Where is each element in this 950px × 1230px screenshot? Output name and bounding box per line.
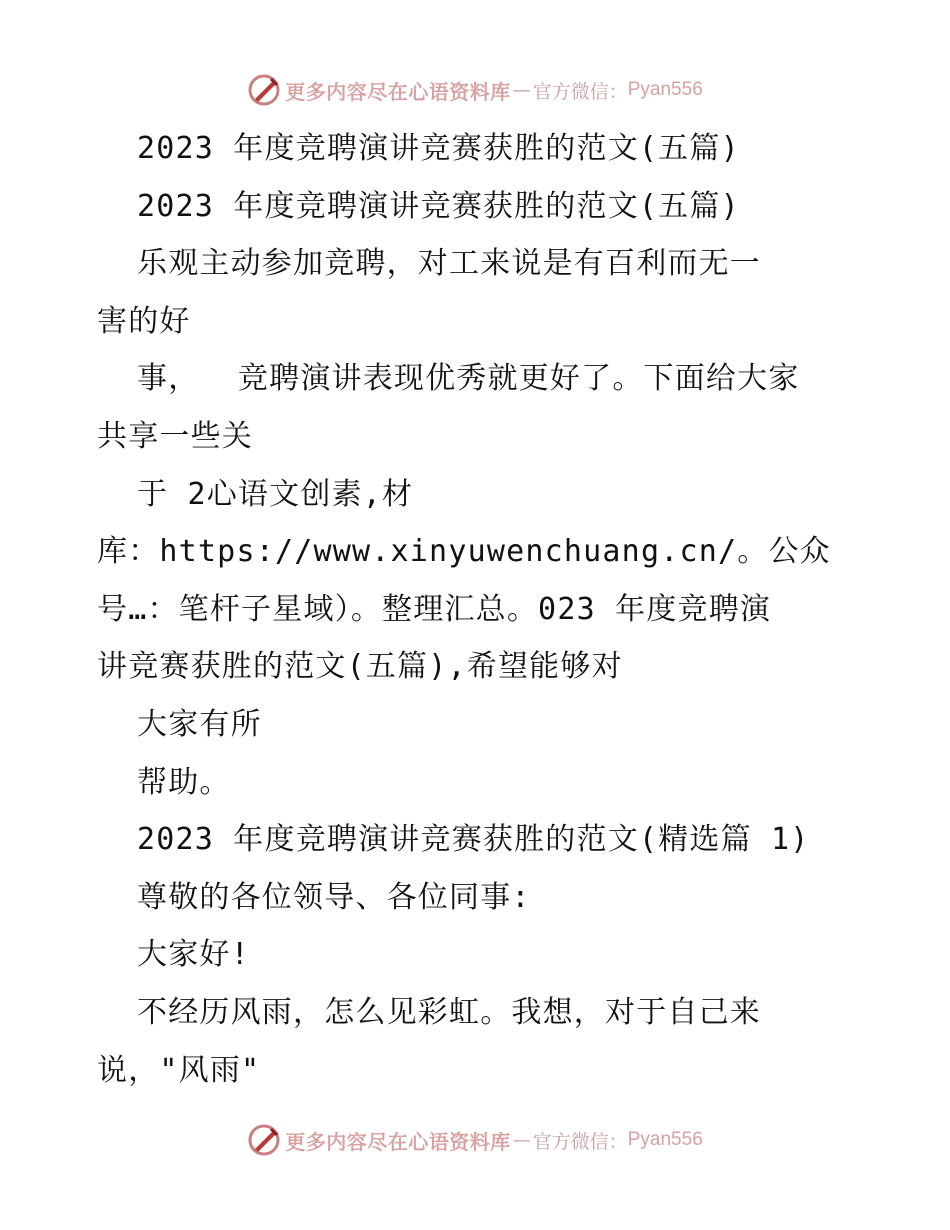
paragraph-line: 说，"风雨" [97, 1052, 261, 1088]
footer-official-label: 官方微信： [532, 1130, 628, 1153]
title-line-repeat: 2023 年度竞聘演讲竞赛获胜的范文(五篇) [137, 188, 740, 224]
paragraph-line: 大家有所 [137, 706, 262, 742]
paragraph-line: 号…：笔杆子星域）。整理汇总。023 年度竞聘演 [97, 591, 772, 627]
title-line: 2023 年度竞聘演讲竞赛获胜的范文(五篇) [137, 131, 740, 166]
paragraph-line: 乐观主动参加竞聘，对工来说是有百利而无一 [137, 246, 761, 282]
footer-wechat-id: Pyan556 [627, 1129, 703, 1150]
salutation-line: 尊敬的各位领导、各位同事: [137, 879, 531, 915]
header-watermark [0, 70, 950, 110]
paragraph-line: 害的好 [97, 303, 191, 339]
header-wechat-id: Pyan556 [627, 79, 703, 100]
header-brand-text: 更多内容尽在心语资料库 [285, 79, 511, 104]
header-official-label: 官方微信： [532, 80, 628, 103]
paragraph-line: 帮助。 [137, 764, 231, 800]
document-body [97, 120, 857, 1099]
pen-logo-icon [247, 1123, 281, 1157]
greeting-line: 大家好! [137, 937, 250, 973]
footer-separator: — [512, 1129, 531, 1151]
paragraph-line: 讲竞赛获胜的范文(五篇),希望能够对 [97, 649, 623, 685]
paragraph-line: 事， 竞聘演讲表现优秀就更好了。下面给大家 [137, 361, 800, 397]
header-separator: — [512, 79, 531, 101]
paragraph-line: 共享一些关 [97, 418, 253, 454]
paragraph-line: 于 2心语文创素,材 [137, 476, 414, 512]
paragraph-line: 库：https://www.xinyuwenchuang.cn/。公众 [97, 534, 831, 570]
footer-watermark [0, 1120, 950, 1160]
pen-logo-icon [247, 73, 281, 107]
paragraph-line: 不经历风雨，怎么见彩虹。我想，对于自己来 [137, 994, 761, 1030]
section-heading: 2023 年度竞聘演讲竞赛获胜的范文(精选篇 1) [137, 822, 810, 858]
footer-brand-text: 更多内容尽在心语资料库 [285, 1129, 511, 1154]
